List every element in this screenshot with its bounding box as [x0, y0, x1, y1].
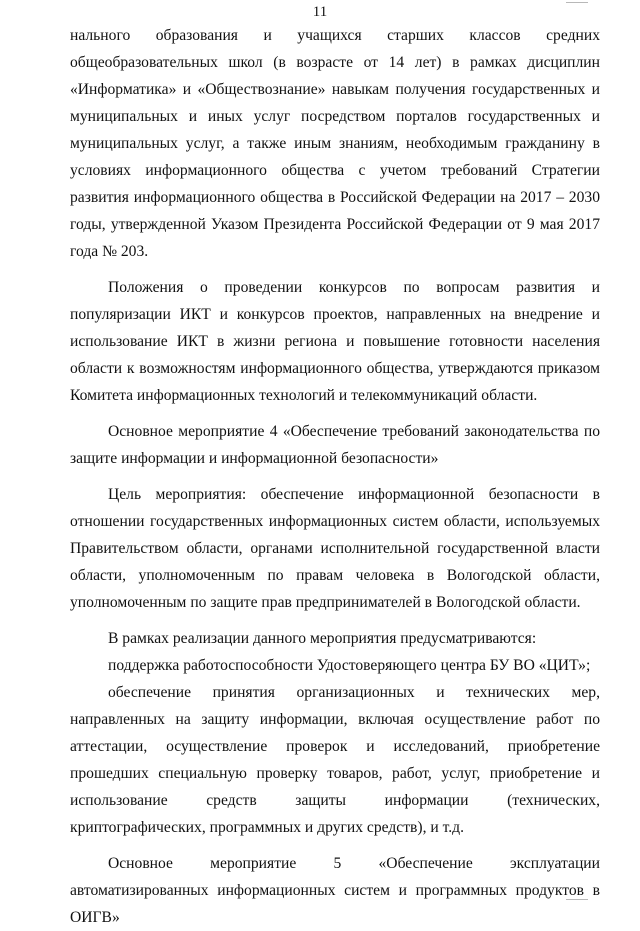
- paragraph-main-activity-5-title: Основное мероприятие 5 «Обеспечение эксплуатации автоматизированных информационных систем и программных продуктов в ОИГВ»: [70, 855, 600, 926]
- paragraph-continuation: нального образования и учащихся старших классов средних общеобразовательных школ (в возрасте от 14 лет) в рамках дисциплин «Информатика» и «Обществознание» навыкам получения государственных и муниципальных и иных услуг посредством порталов государственных и муниципальных услуг, а также иным знаниям, необходимым гражданину в условиях информационного общества с учетом требований Стратегии развития информационного общества в Российской Федерации на 2017 – 2030 годы, утвержденной Указом Президента Российской Федерации от 9 мая 2017 года № 203.: [70, 27, 600, 260]
- paragraph-main-activity-4-title: Основное мероприятие 4 «Обеспечение требований законодательства по защите информации и информационной безопасности»: [70, 423, 600, 467]
- paragraph-protection-measures: обеспечение принятия организационных и технических мер, направленных на защиту информации, включая осуществление работ по аттестации, осуществление проверок и исследований, приобретение прошедших специальную проверку товаров, работ, услуг, приобретение и использование средств защиты информации (технических, криптографических, программных и других средств), и т.д.: [70, 684, 600, 836]
- paragraph-activity-scope: В рамках реализации данного мероприятия предусматриваются:: [108, 630, 537, 647]
- page-number: 11: [312, 4, 328, 20]
- document-body: [70, 22, 600, 931]
- paragraph-certification-center-support: поддержка работоспособности Удостоверяющего центра БУ ВО «ЦИТ»;: [108, 657, 591, 674]
- paragraph-contest-regulations: Положения о проведении конкурсов по вопросам развития и популяризации ИКТ и конкурсов проектов, направленных на внедрение и использование ИКТ в жизни региона и повышение готовности населения области к возможностям информационного общества, утверждаются приказом Комитета информационных технологий и телекоммуникаций области.: [70, 279, 600, 404]
- scan-corner-mark-top: [566, 2, 588, 3]
- paragraph-activity-goal: Цель мероприятия: обеспечение информационной безопасности в отношении государственных информационных систем области, используемых Правительством области, органами исполнительной государственной власти области, уполномоченным по правам человека в Вологодской области, уполномоченным по защите прав предпринимателей в Вологодской области.: [70, 486, 600, 611]
- scan-corner-mark-bottom: [566, 899, 588, 900]
